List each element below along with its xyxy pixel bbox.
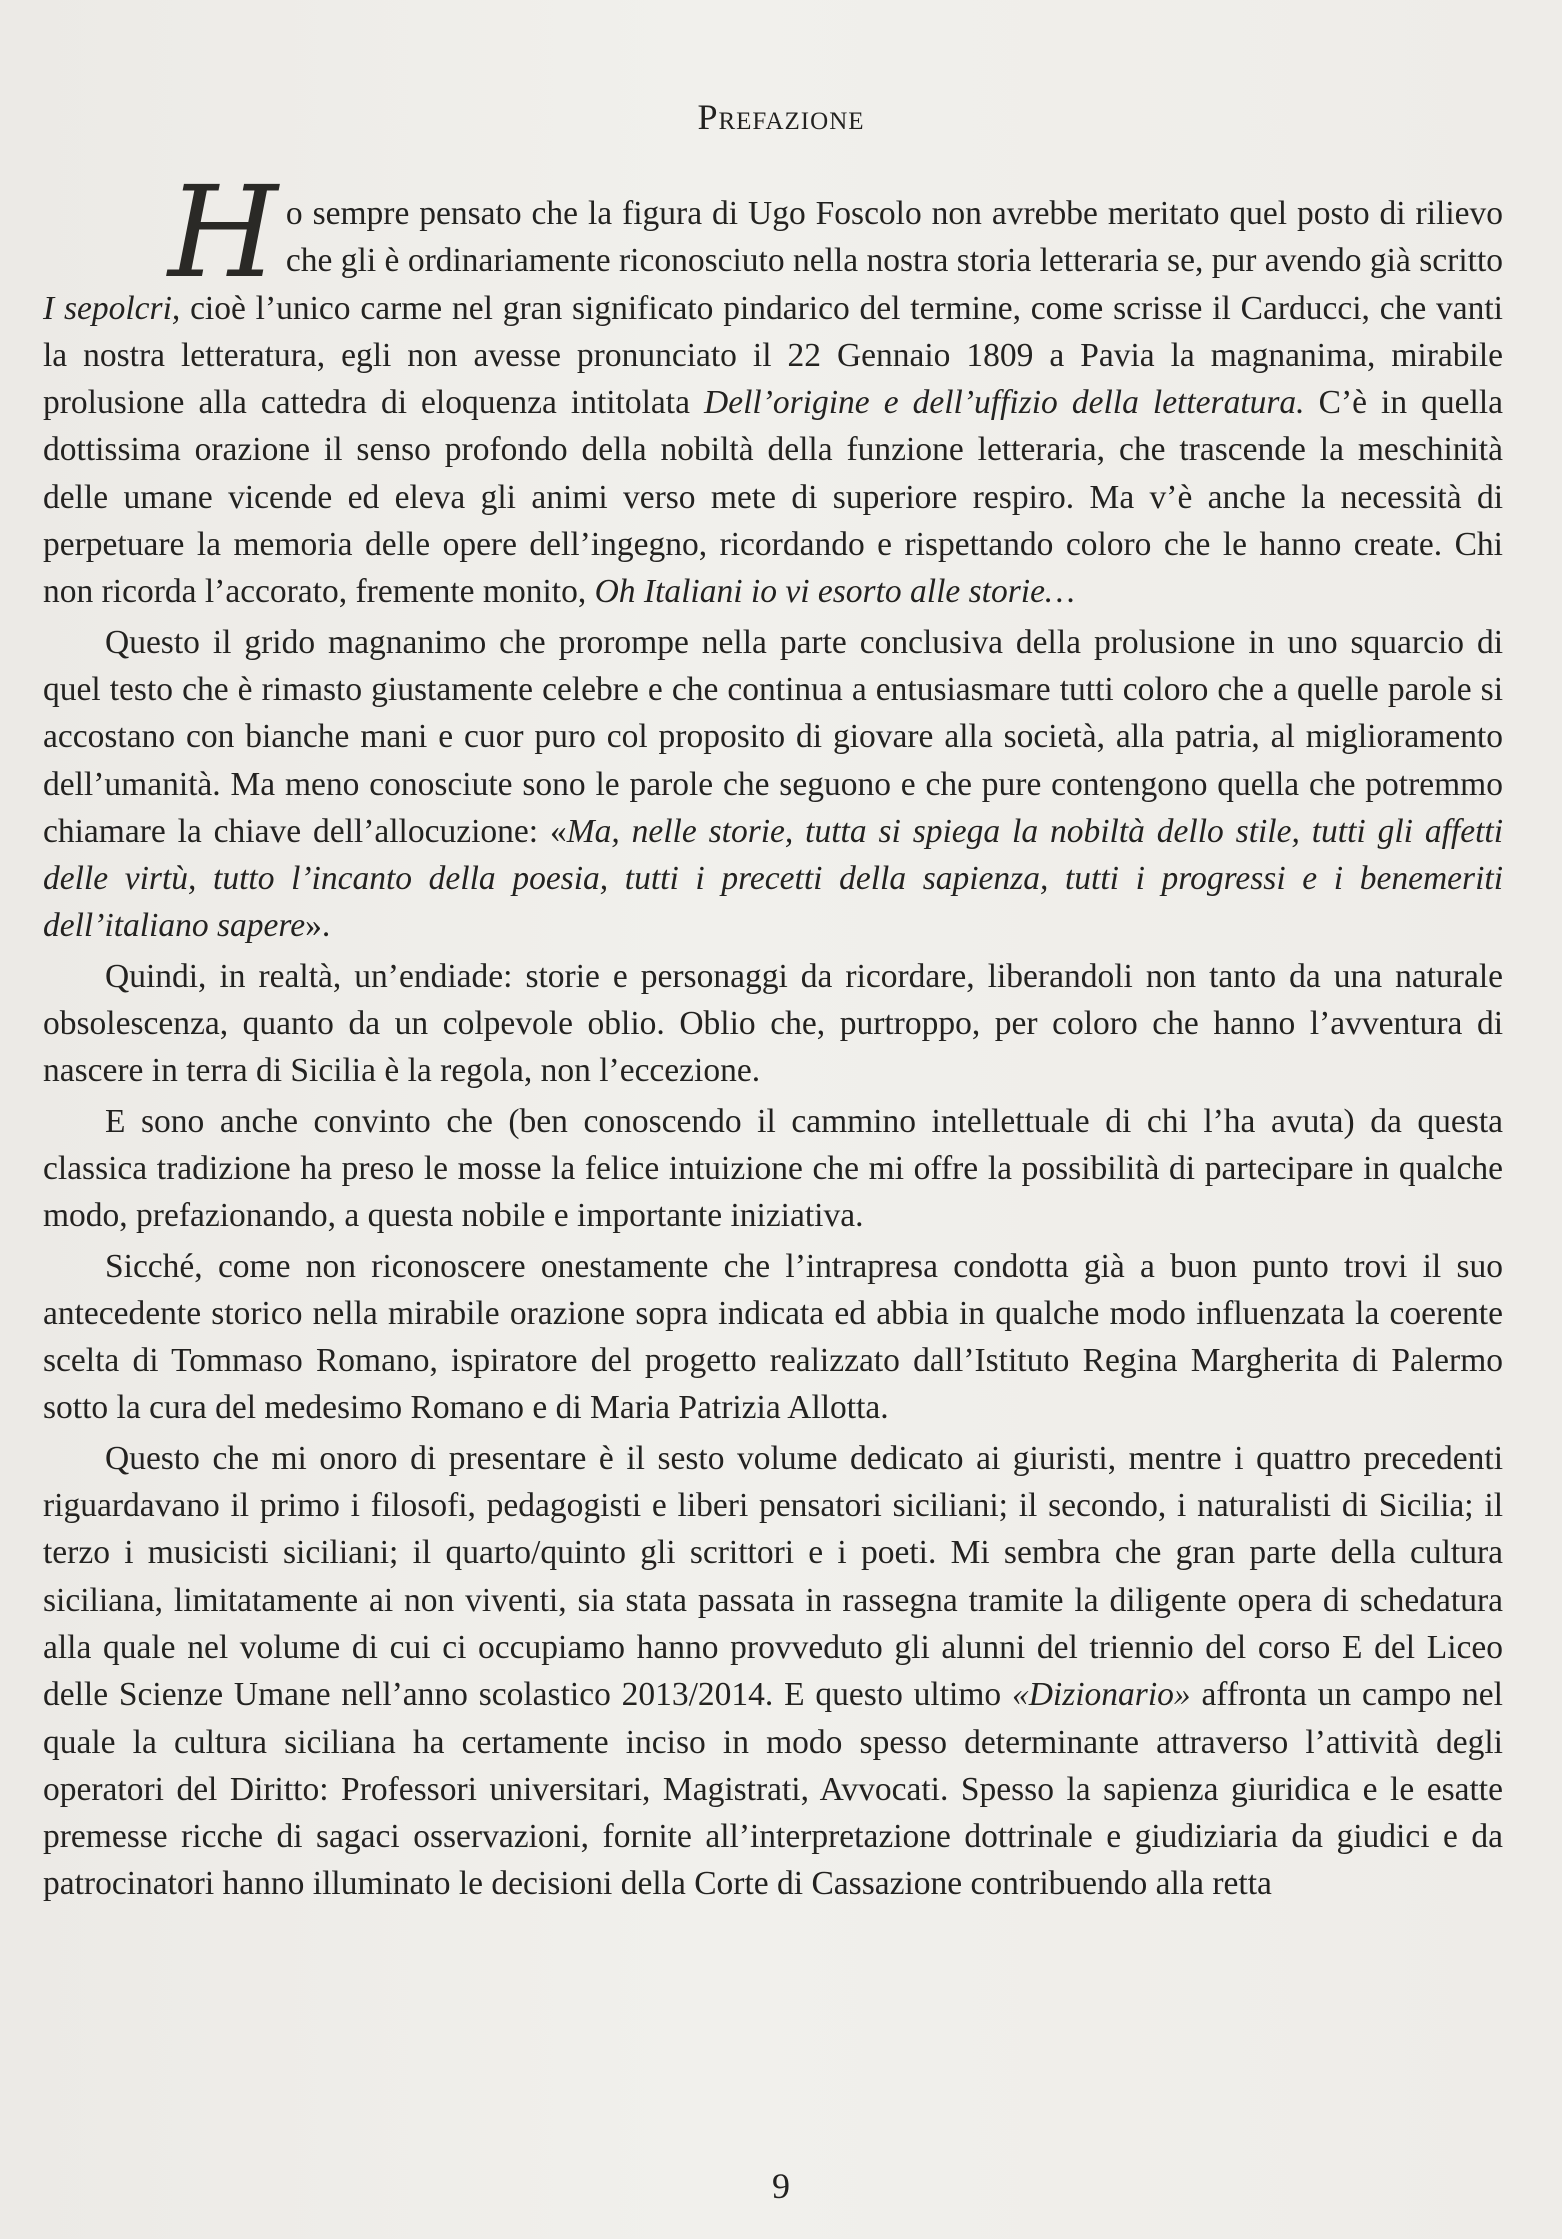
- text-run: Sicché, come non riconoscere onestamente che l’intrapresa condotta già a buon punto trovi il suo antecedente storico nella mirabile orazione sopra indicata ed abbia in qualche modo influenzata la coerente scelta di Tommaso Romano, ispiratore del progetto realizzato dall’Istituto Regina Margherita di Palermo sotto la cura del medesimo Romano e di Maria Patrizia Allotta.: [43, 1247, 1503, 1427]
- text-run: C’è in quella dottissima orazione il senso profondo della nobiltà della funzione letteraria, che trascende la meschinità delle umane vicende ed eleva gli animi verso mete di superiore respiro. Ma v’è anche la necessità di perpetuare la memoria delle opere dell’ingegno, ricordando e rispettando coloro che le hanno create. Chi non ricorda l’accorato, fremente monito,: [43, 384, 1504, 611]
- paragraph: [43, 619, 1503, 950]
- paragraph: [43, 1243, 1503, 1432]
- text-run: ».: [305, 907, 331, 945]
- paragraph-text: [43, 624, 1503, 945]
- italic-run: Ma, nelle storie, tutta si spiega la nobiltà dello stile, tutti gli affetti delle virtù, tutto l’incanto della poesia, tutti i precetti della sapienza, tutti i progressi e i benemeriti dell’italiano sapere: [43, 812, 1504, 945]
- paragraph: [43, 1435, 1503, 1908]
- text-run: cioè l’unico carme nel gran significato pindarico del termine, come scrisse il Carducci, che vanti la nostra letteratura, egli non avesse pronunciato il 22 Gennaio 1809 a Pavia la magnanima, mirabile prolusione alla cattedra di eloquenza intitolata: [43, 289, 1503, 422]
- italic-run: Dell’origine e dell’uffizio della letteratura.: [704, 384, 1305, 422]
- text-run: o sempre pensato che la figura di Ugo Foscolo non avrebbe meritato quel posto di rilievo che gli è ordinariamente riconosciuto nella nostra storia letteraria se, pur avendo già scritto: [285, 195, 1503, 280]
- paragraph: [43, 1098, 1503, 1240]
- text-run: Quindi, in realtà, un’endiade: storie e personaggi da ricordare, liberandoli non tanto da una naturale obsolescenza, quanto da un colpevole oblio. Oblio che, purtroppo, per coloro che hanno l’avventura di nascere in terra di Sicilia è la regola, non l’eccezione.: [43, 957, 1503, 1090]
- preface-body: [43, 159, 1504, 1908]
- page-number: 9: [772, 2166, 790, 2206]
- paragraph-text: [43, 1103, 1503, 1235]
- paragraph: [43, 159, 1504, 616]
- italic-run: Oh Italiani io vi esorto alle storie…: [594, 573, 1075, 611]
- paragraph-text: [43, 1248, 1503, 1427]
- italic-run: I sepolcri,: [43, 289, 181, 327]
- paragraph-text: [43, 1440, 1503, 1903]
- page-title: Prefazione: [697, 97, 865, 137]
- text-run: affronta un campo nel quale la cultura siciliana ha certamente inciso in modo spesso determinante attraverso l’attività degli operatori del Diritto: Professori universitari, Magistrati, Avvocati. Spesso la sapienza giuridica e le esatte premesse ricche di sagaci osservazioni, fornite all’interpretazione dottrinale e giudiziaria da giudici e da patrocinatori hanno illuminato le decisioni della Corte di Cassazione contribuendo alla retta: [43, 1676, 1503, 1903]
- text-run: Questo il grido magnanimo che prorompe nella parte conclusiva della prolusione in uno squarcio di quel testo che è rimasto giustamente celebre e che continua a entusiasmare tutti coloro che a quelle parole si accostano con bianche mani e cuor puro col proposito di giovare alla società, alla patria, al miglioramento dell’umanità. Ma meno conosciute sono le parole che seguono e che pure contengono quella che potremmo chiamare la chiave dell’allocuzione: «: [43, 623, 1503, 850]
- text-run: E sono anche convinto che (ben conoscendo il cammino intellettuale di chi l’ha avuta) da questa classica tradizione ha preso le mosse la felice intuizione che mi offre la possibilità di partecipare in qualche modo, prefazionando, a questa nobile e importante iniziativa.: [43, 1102, 1503, 1235]
- italic-run: «Dizionario»: [1011, 1676, 1191, 1714]
- dropcap-initial: H: [168, 159, 278, 306]
- text-run: Questo che mi onoro di presentare è il sesto volume dedicato ai giuristi, mentre i quattro precedenti riguardavano il primo i filosofi, pedagogisti e liberi pensatori siciliani; il secondo, i naturalisti di Sicilia; il terzo i musicisti siciliani; il quarto/quinto gli scrittori e i poeti. Mi sembra che gran parte della cultura siciliana, limitatamente ai non viventi, sia stata passata in rassegna tramite la diligente opera di schedatura alla quale nel volume di cui ci occupiamo hanno provveduto gli alunni del triennio del corso E del Liceo delle Scienze Umane nell’anno scolastico 2013/2014. E questo ultimo: [43, 1439, 1503, 1714]
- paragraph-text: [43, 958, 1503, 1090]
- paragraph: [43, 953, 1503, 1095]
